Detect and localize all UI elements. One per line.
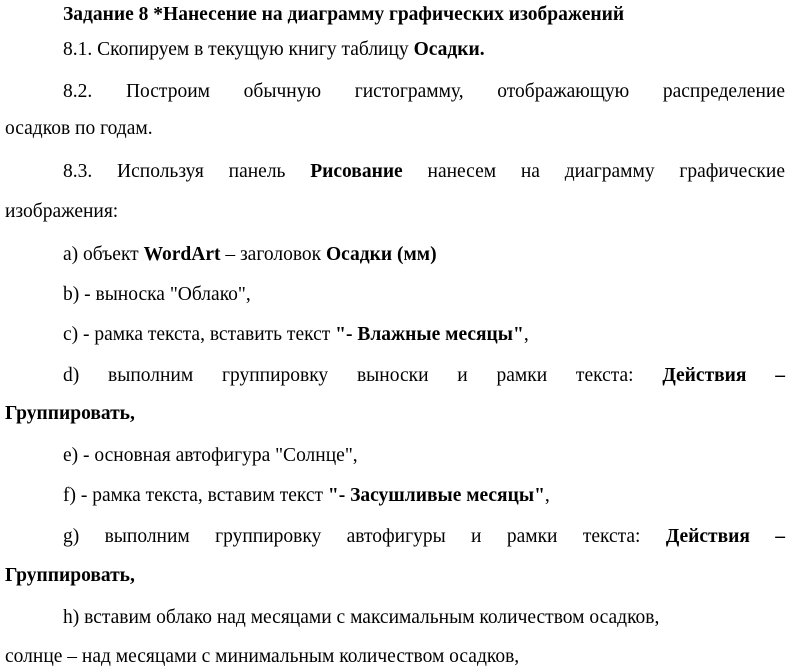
text: – заголовок — [220, 244, 326, 265]
bold-text: Рисование — [310, 161, 403, 182]
text: 8.3. Используя панель — [63, 161, 311, 182]
paragraph-8-3-line-2: изображения: — [5, 201, 119, 222]
text: g) выполним группировку автофигуры и рамки текста: — [63, 526, 666, 547]
paragraph-8-3-line-1 — [63, 157, 785, 187]
item-g-line-1 — [63, 522, 785, 552]
item-g-line-2: Группировать, — [5, 565, 135, 586]
paragraph-8-2-line-1: 8.2. Построим обычную гистограмму, отображающую распределение — [63, 81, 785, 102]
item-h-line-2: солнце – над месяцами с минимальным количеством осадков, — [5, 646, 520, 667]
item-e: e) - основная автофигура "Солнце", — [63, 445, 358, 466]
paragraph-8-2-line-2: осадков по годам. — [5, 118, 153, 139]
text: f) - рамка текста, вставим текст — [63, 485, 328, 506]
text: нанесем на диаграмму графические — [402, 161, 785, 182]
text: а) объект — [63, 244, 144, 265]
task-title: Задание 8 *Нанесение на диаграмму графических изображений — [63, 4, 625, 25]
text: , — [523, 324, 529, 345]
item-a — [63, 240, 437, 270]
item-d-line-2: Группировать, — [5, 403, 135, 424]
bold-text: WordArt — [143, 244, 221, 265]
bold-text: Осадки (мм) — [326, 244, 437, 265]
bold-text: "- Засушливые месяцы" — [327, 485, 545, 506]
bold-text: Осадки. — [413, 39, 485, 60]
bold-text: Действия – — [665, 526, 785, 547]
text: c) - рамка текста, вставить текст — [63, 324, 336, 345]
paragraph-8-1 — [63, 35, 485, 65]
bold-text: Действия – — [662, 365, 785, 386]
text: d) выполним группировку выноски и рамки текста: — [63, 365, 663, 386]
bold-text: "- Влажные месяцы" — [335, 324, 524, 345]
item-d-line-1 — [63, 361, 785, 391]
text: , — [544, 485, 550, 506]
item-b: b) - выноска "Облако", — [63, 284, 251, 305]
item-h-line-1: h) вставим облако над месяцами с максимальным количеством осадков, — [63, 607, 660, 628]
item-c — [63, 320, 529, 350]
text: 8.1. Скопируем в текущую книгу таблицу — [63, 39, 414, 60]
item-f — [63, 481, 550, 511]
